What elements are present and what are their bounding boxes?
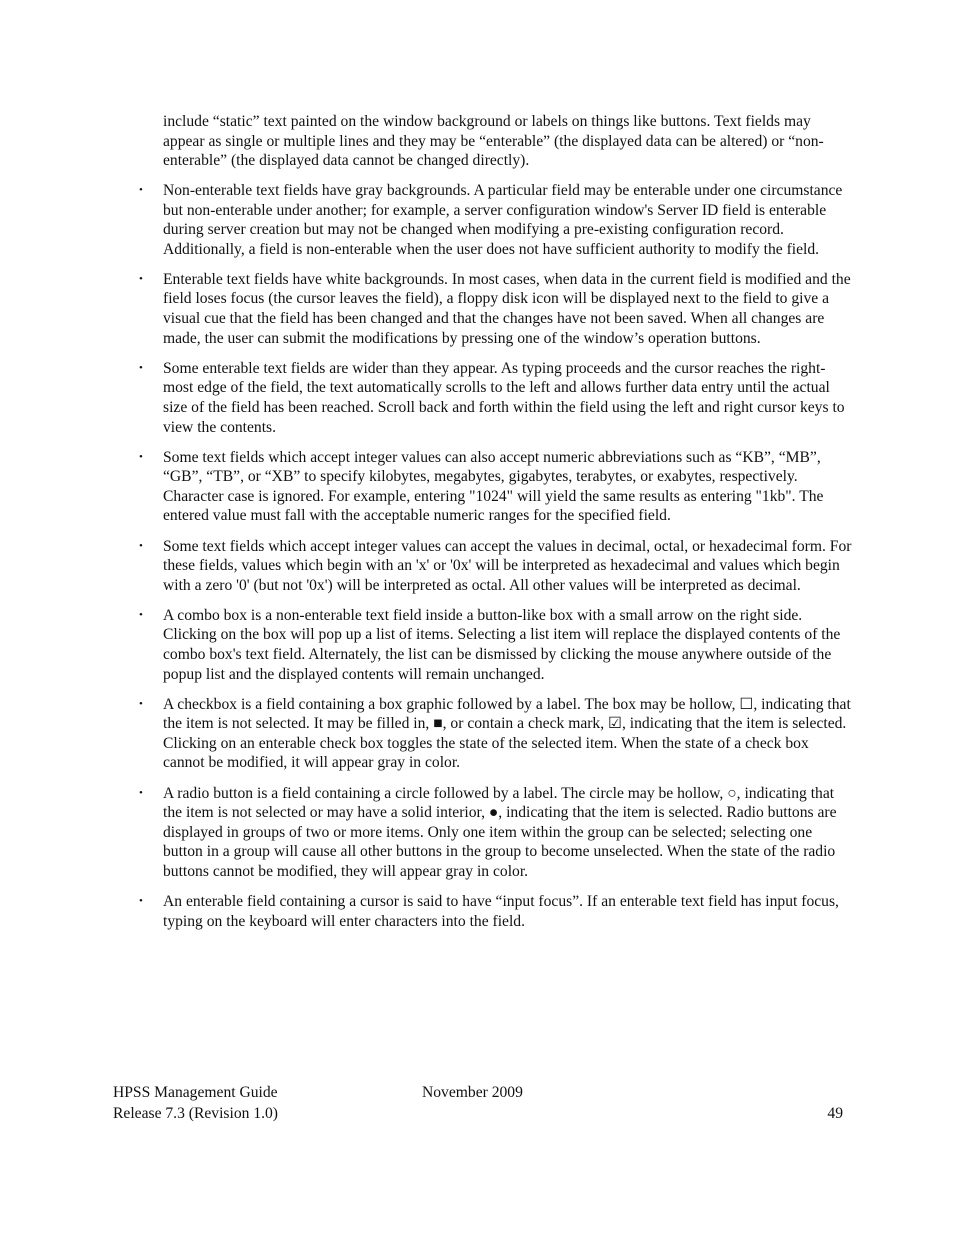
list-item bbox=[139, 537, 854, 596]
list-item bbox=[139, 606, 854, 684]
list-item bbox=[139, 892, 854, 931]
bullet-icon: • bbox=[139, 450, 143, 463]
list-item-text: Enterable text fields have white backgrounds. In most cases, when data in the current field is modified and the field loses focus (the cursor leaves the field), a floppy disk icon will be displayed next to the field to give a visual cue that the field has been changed and that the changes have not been saved. When all changes are made, the user can submit the modifications by pressing one of the window’s operation buttons. bbox=[163, 270, 851, 347]
list-item bbox=[139, 448, 854, 526]
list-item bbox=[139, 695, 854, 773]
list-item bbox=[139, 784, 854, 882]
footer-title: HPSS Management Guide bbox=[113, 1084, 278, 1101]
footer-release: Release 7.3 (Revision 1.0) bbox=[113, 1105, 278, 1122]
list-item-text: Some text fields which accept integer values can accept the values in decimal, octal, or hexadecimal form. For these fields, values which begin with an 'x' or '0x' will be interpreted as hexadecimal and values which begin with a zero '0' (but not '0x') will be interpreted as octal. All other values will be interpreted as decimal. bbox=[163, 537, 852, 594]
page-number: 49 bbox=[827, 1105, 843, 1122]
intro-paragraph: include “static” text painted on the window background or labels on things like buttons. Text fields may appear as single or multiple lines and they may be “enterable” (the displayed data can be altered) or “non-enterable” (the displayed data cannot be changed directly). bbox=[163, 113, 824, 170]
bullet-icon: • bbox=[139, 697, 143, 710]
footer-date: November 2009 bbox=[422, 1084, 523, 1101]
list-item-text: An enterable field containing a cursor is said to have “input focus”. If an enterable text field has input focus, typing on the keyboard will enter characters into the field. bbox=[163, 893, 839, 930]
list-item-text: A checkbox is a field containing a box graphic followed by a label. The box may be hollow, ☐, indicating that the item is not selected. It may be filled in, ■, or contain a check mark, ☑, indicating that the item is selected. Clicking on an enterable check box toggles the state of the selected item. When the state of a check box cannot be modified, it will appear gray in color. bbox=[163, 695, 851, 772]
bullet-icon: • bbox=[139, 272, 143, 285]
bullet-icon: • bbox=[139, 539, 143, 552]
list-item-text: Some enterable text fields are wider than they appear. As typing proceeds and the cursor reaches the right-most edge of the field, the text automatically scrolls to the left and allows further data entry until the actual size of the field has been reached. Scroll back and forth within the field using the left and right cursor keys to view the contents. bbox=[163, 359, 845, 436]
page-footer bbox=[113, 1082, 843, 1124]
bullet-icon: • bbox=[139, 361, 143, 374]
list-item-text: Some text fields which accept integer values can also accept numeric abbreviations such as “KB”, “MB”, “GB”, “TB”, or “XB” to specify kilobytes, megabytes, gigabytes, terabytes, or exabytes, respectively. Character case is ignored. For example, entering "1024" will yield the same results as entering "1kb". The entered value must fall with the acceptable numeric ranges for the specified field. bbox=[163, 448, 824, 525]
list-item-text: A combo box is a non-enterable text field inside a button-like box with a small arrow on the right side. Clicking on the box will pop up a list of items. Selecting a list item will replace the displayed contents of the combo box's text field. Alternately, the list can be dismissed by clicking the mouse anywhere outside of the popup list and the displayed contents will remain unchanged. bbox=[163, 606, 841, 683]
bullet-icon: • bbox=[139, 895, 143, 907]
bullet-list bbox=[139, 181, 854, 942]
list-item-text: A radio button is a field containing a circle followed by a label. The circle may be hollow, ○, indicating that the item is not selected or may have a solid interior, ●, indicating that the item is selected. Radio buttons are displayed in groups of two or more items. Only one item within the group can be selected; selecting one button in a group will cause all other buttons in the group to become unselected. When the state of the radio buttons cannot be modified, they will appear gray in color. bbox=[163, 784, 837, 880]
list-item bbox=[139, 270, 854, 348]
bullet-icon: • bbox=[139, 184, 143, 196]
list-item bbox=[139, 359, 854, 437]
bullet-icon: • bbox=[139, 608, 143, 621]
list-item-text: Non-enterable text fields have gray backgrounds. A particular field may be enterable under one circumstance but non-enterable under another; for example, a server configuration window's Server ID field is enterable during server creation but may not be changed when modifying a pre-existing configuration record. Additionally, a field is non-enterable when the user does not have sufficient authority to modify the field. bbox=[163, 182, 843, 258]
list-item bbox=[139, 181, 854, 259]
bullet-icon: • bbox=[139, 786, 143, 799]
